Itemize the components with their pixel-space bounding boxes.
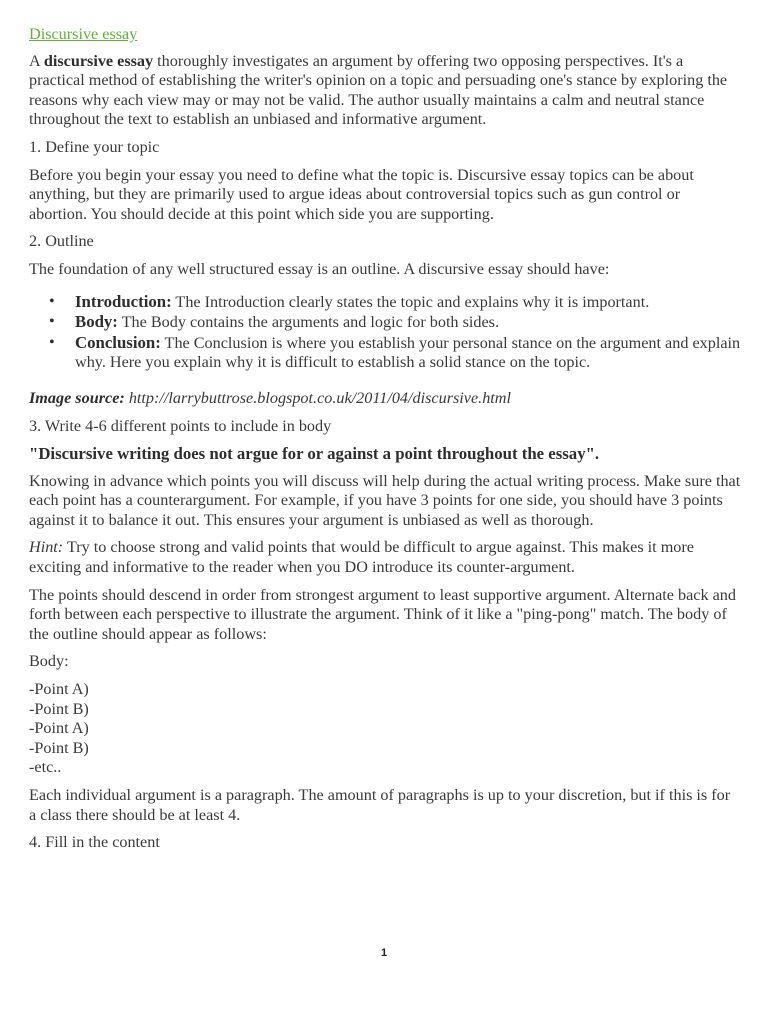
step1-body: Before you begin your essay you need to define what the topic is. Discursive essay topics can be about anything, but they are primarily used to argue ideas about controversial topics such as gun control or abortion. You should decide at this point which side you are supporting.: [29, 165, 694, 223]
step1-heading: 1. Define your topic: [29, 137, 160, 156]
list-item: [75, 333, 741, 373]
step2-heading: 2. Outline: [29, 232, 94, 251]
step3-heading: 3. Write 4-6 different points to include in body: [29, 416, 332, 435]
hint-text: Try to choose strong and valid points that would be difficult to argue against. This makes it more exciting and informative to the reader when you DO introduce its counter-argument.: [29, 538, 694, 577]
title-link[interactable]: Discursive essay: [29, 25, 138, 43]
page-number: 1: [380, 947, 388, 959]
bullet-term: Conclusion:: [75, 332, 161, 352]
document-page: [29, 25, 741, 861]
body-label: Body:: [29, 652, 69, 671]
bullet-text: The Introduction clearly states the topic and explains why it is important.: [171, 292, 650, 311]
list-item: [75, 292, 741, 313]
bullet-term: Body:: [75, 312, 118, 332]
bullet-text: The Conclusion is where you establish your personal stance on the argument and explain why. Here you explain why it is difficult to establish a solid stance on the topic.: [75, 333, 741, 372]
point-list: [29, 680, 741, 778]
image-source-url: http://larrybuttrose.blogspot.co.uk/2011/04/discursive.html: [124, 388, 511, 407]
list-item: -etc..: [29, 758, 62, 777]
list-item: -Point B): [29, 699, 89, 718]
intro-term: discursive essay: [43, 51, 154, 70]
bullet-term: Introduction:: [75, 291, 172, 311]
list-item: [75, 312, 741, 333]
hint-label: Hint:: [29, 538, 64, 557]
pull-quote: "Discursive writing does not argue for or against a point throughout the essay".: [29, 444, 600, 464]
bullet-text: The Body contains the arguments and logic for both sides.: [117, 313, 499, 332]
step3-paragraph-2: The points should descend in order from strongest argument to least supportive argument. Alternate back and forth between each perspective to illustrate the argument. Think of it like a "ping-pong" match. The body of the outline should appear as follows:: [29, 585, 736, 643]
step3-paragraph-1: Knowing in advance which points you will discuss will help during the actual writing process. Make sure that each point has a counterargument. For example, if you have 3 points for one side, you should have 3 points against it to balance it out. This ensures your argument is unbiased as well as thorough.: [29, 471, 741, 529]
outline-list: [29, 292, 741, 373]
list-item: -Point A): [29, 680, 89, 699]
intro-article: A: [29, 51, 44, 70]
image-source-label: Image source:: [29, 388, 125, 407]
intro-paragraph: [29, 52, 741, 130]
step2-body: The foundation of any well structured essay is an outline. A discursive essay should have:: [29, 259, 610, 278]
image-source: [29, 389, 741, 409]
list-item: -Point B): [29, 738, 89, 757]
intro-text: thoroughly investigates an argument by offering two opposing perspectives. It's a practical method of establishing the writer's opinion on a topic and persuading one's stance by exploring the reasons why each view may or may not be valid. The author usually maintains a calm and neutral stance throughout the text to establish an unbiased and informative argument.: [29, 51, 728, 129]
list-item: -Point A): [29, 719, 89, 738]
hint-paragraph: [29, 538, 741, 577]
step4-heading: 4. Fill in the content: [29, 833, 160, 852]
step3-paragraph-3: Each individual argument is a paragraph. The amount of paragraphs is up to your discretion, but if this is for a class there should be at least 4.: [29, 786, 731, 824]
